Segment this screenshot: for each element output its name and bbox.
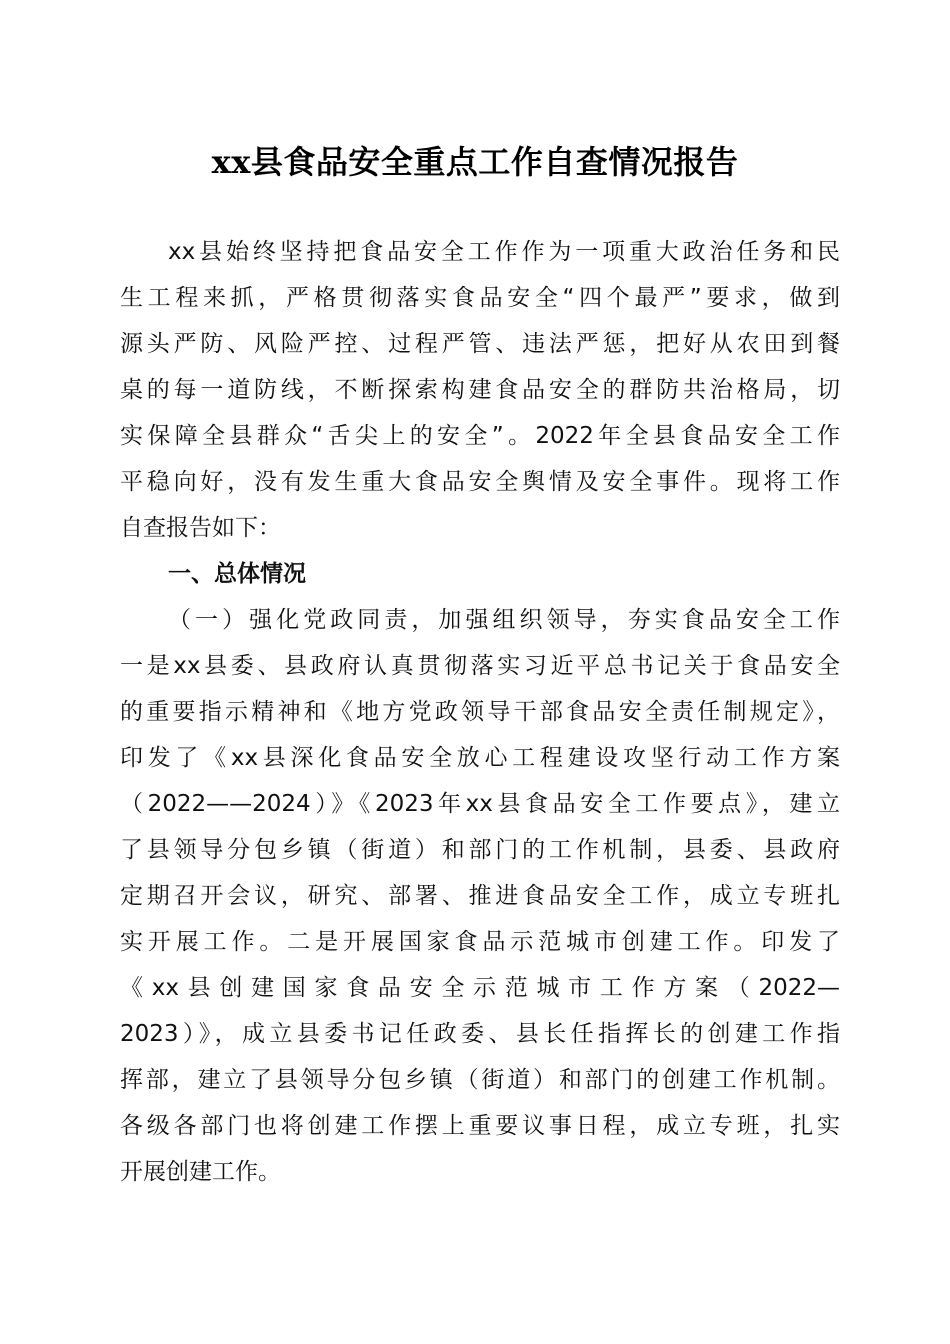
body-line: 《xx县创建国家食品安全示范城市工作方案（2022— [120,975,840,1001]
body-line: （2022——2024）》《2023年xx县食品安全工作要点》，建立 [120,791,840,817]
intro-line: 实保障全县群众“舌尖上的安全”。2022年全县食品安全工作 [120,423,840,449]
subsection-heading: （一）强化党政同责，加强组织领导，夯实食品安全工作 [168,607,840,633]
section-heading: 一、总体情况 [168,561,306,587]
body-line: 实开展工作。二是开展国家食品示范城市创建工作。印发了 [120,929,840,955]
body-line: 定期召开会议，研究、部署、推进食品安全工作，成立专班扎 [120,883,840,909]
document-title: xx县食品安全重点工作自查情况报告 [211,143,739,181]
intro-line: xx县始终坚持把食品安全工作作为一项重大政治任务和民 [168,239,840,265]
body-line: 一是xx县委、县政府认真贯彻落实习近平总书记关于食品安全 [120,653,840,679]
intro-line: 源头严防、风险严控、过程严管、违法严惩，把好从农田到餐 [120,331,840,357]
intro-line: 桌的每一道防线，不断探索构建食品安全的群防共治格局，切 [120,377,840,403]
body-line: 2023）》，成立县委书记任政委、县长任指挥长的创建工作指 [120,1021,840,1047]
body-line: 开展创建工作。 [120,1159,281,1185]
intro-line: 自查报告如下： [120,515,281,541]
body-line: 各级各部门也将创建工作摆上重要议事日程，成立专班，扎实 [120,1113,840,1139]
intro-line: 平稳向好，没有发生重大食品安全舆情及安全事件。现将工作 [120,469,840,495]
body-line: 了县领导分包乡镇（街道）和部门的工作机制，县委、县政府 [120,837,840,863]
body-line: 印发了《xx县深化食品安全放心工程建设攻坚行动工作方案 [120,745,840,771]
body-line: 的重要指示精神和《地方党政领导干部食品安全责任制规定》， [120,699,840,725]
intro-line: 生工程来抓，严格贯彻落实食品安全“四个最严”要求，做到 [120,285,840,311]
body-line: 挥部，建立了县领导分包乡镇（街道）和部门的创建工作机制。 [120,1067,840,1093]
